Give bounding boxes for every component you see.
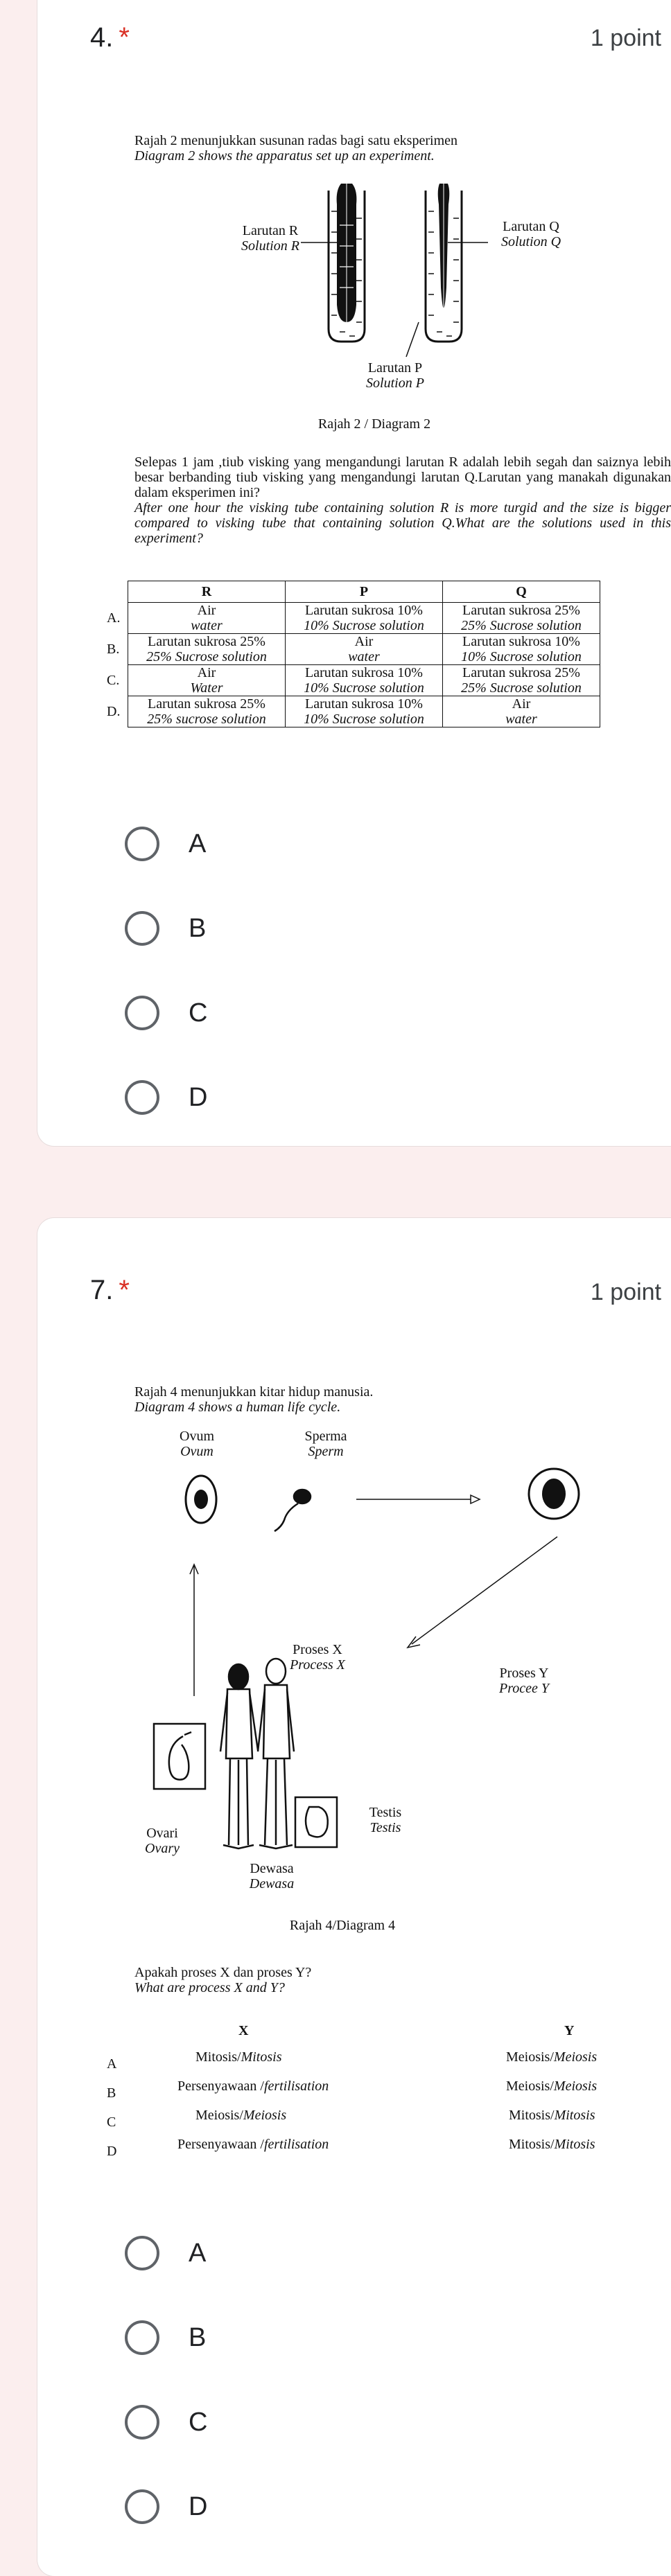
label-sperm: Sperma Sperm (304, 1429, 347, 1459)
adult-figures (154, 1659, 337, 1849)
row-x: Persenyawaan /fertilisation (177, 2137, 329, 2152)
header-y: Y (564, 2023, 575, 2038)
question-malay: Apakah proses X dan proses Y? (134, 1965, 312, 1980)
row-x: Persenyawaan /fertilisation (177, 2079, 329, 2094)
label-solution-p: Larutan P Solution P (366, 360, 424, 391)
row-letter: C (107, 2115, 116, 2130)
question-card-7 (37, 1218, 671, 2576)
label-adult: Dewasa Dewasa (249, 1861, 295, 1891)
intro-english: Diagram 2 shows the apparatus set up an experiment. (134, 148, 435, 164)
label-ovary: Ovari Ovary (145, 1826, 180, 1856)
label-solution-r: Larutan R Solution R (241, 223, 299, 254)
radio-button[interactable] (125, 2405, 159, 2440)
intro-english: Diagram 4 shows a human life cycle. (134, 1400, 341, 1415)
choice-label[interactable]: C (189, 2407, 208, 2437)
label-process-x: Proses X Process X (290, 1642, 345, 1673)
question-card-4 (37, 0, 671, 1146)
table-row: B. Larutan sukrosa 25% 25% Sucrose solution Air water Larutan sukrosa 10% 10% Sucrose solution (104, 634, 600, 665)
choice-d[interactable] (125, 1077, 207, 1118)
choice-a[interactable] (125, 2232, 206, 2274)
table-row: A. Air water Larutan sukrosa 10% 10% Sucrose solution Larutan sukrosa 25% 25% Sucrose solution (104, 603, 600, 634)
row-y: Mitosis/Mitosis (509, 2137, 595, 2152)
question-number: 7. * (90, 1275, 130, 1305)
question-text (134, 455, 671, 546)
question-english: What are process X and Y? (134, 1980, 285, 1995)
required-asterisk: * (119, 22, 130, 53)
visking-tube-right (438, 180, 450, 312)
choice-c[interactable] (125, 992, 207, 1034)
label-ovum: Ovum Ovum (180, 1429, 214, 1459)
choice-label[interactable]: C (189, 998, 208, 1027)
choice-label[interactable]: A (189, 829, 207, 858)
row-letter: D. (107, 704, 121, 719)
label-process-y: Proses Y Procee Y (498, 1666, 549, 1696)
question-points: 1 point (590, 1279, 661, 1305)
choice-label[interactable]: A (189, 2238, 207, 2268)
choice-label[interactable]: D (189, 2491, 208, 2521)
label-solution-q: Larutan Q Solution Q (500, 219, 561, 249)
choice-b[interactable] (125, 908, 206, 949)
question-text (134, 1965, 311, 1995)
choice-a[interactable] (125, 823, 206, 865)
intro-malay: Rajah 4 menunjukkan kitar hidup manusia. (134, 1384, 374, 1400)
sperm-cell (274, 1490, 311, 1531)
row-y: Meiosis/Meiosis (506, 2079, 598, 2094)
choice-d[interactable] (125, 2486, 207, 2528)
row-letter: B. (107, 642, 120, 657)
answer-table (104, 581, 600, 727)
radio-button[interactable] (125, 1080, 159, 1115)
question-points: 1 point (590, 25, 661, 51)
question-english: After one hour the visking tube containing solution R is more turgid and the size is bigger compared to visking tube that containing solution Q.What are the solutions used in this experiment? (134, 500, 671, 546)
choice-label[interactable]: B (189, 913, 207, 943)
row-letter: B (107, 2085, 116, 2101)
radio-button[interactable] (125, 2320, 159, 2355)
row-x: Meiosis/Meiosis (195, 2108, 287, 2123)
choice-label[interactable]: D (189, 1082, 208, 1112)
radio-button[interactable] (125, 996, 159, 1030)
row-y: Meiosis/Meiosis (506, 2049, 598, 2065)
table-row: C. Air Water Larutan sukrosa 10% 10% Sucrose solution Larutan sukrosa 25% 25% Sucrose solution (104, 665, 600, 696)
row-letter: D (107, 2144, 117, 2159)
header-q: Q (443, 581, 600, 603)
radio-button[interactable] (125, 827, 159, 861)
question-malay: Selepas 1 jam ,tiub visking yang mengandungi larutan R adalah lebih segah dan saiznya lebih besar berbanding tiub visking yang mengandungi larutan Q.Larutan yang manakah digunakan dalam eksperimen ini? (134, 455, 671, 500)
diagram-2-caption: Rajah 2 / Diagram 2 (317, 416, 431, 432)
table-row: D. Larutan sukrosa 25% 25% sucrose solution Larutan sukrosa 10% 10% Sucrose solution Air water (104, 696, 600, 727)
question-intro (134, 1384, 373, 1415)
row-letter: A (107, 2056, 117, 2072)
radio-button[interactable] (125, 2489, 159, 2524)
radio-button[interactable] (125, 2236, 159, 2270)
row-y: Mitosis/Mitosis (509, 2108, 595, 2123)
radio-button[interactable] (125, 911, 159, 946)
choice-b[interactable] (125, 2317, 206, 2358)
pointer-line-p (406, 322, 419, 357)
diagram-4-caption: Rajah 4/Diagram 4 (289, 1918, 396, 1933)
row-letter: A. (107, 610, 121, 626)
intro-malay: Rajah 2 menunjukkan susunan radas bagi satu eksperimen (134, 133, 458, 148)
zygote-cell (529, 1469, 579, 1519)
header-p: P (286, 581, 443, 603)
choice-c[interactable] (125, 2401, 207, 2443)
row-x: Mitosis/Mitosis (195, 2049, 282, 2065)
question-intro (134, 133, 458, 164)
choice-label[interactable]: B (189, 2322, 207, 2352)
row-letter: C. (107, 673, 120, 688)
label-testis: Testis Testis (369, 1805, 402, 1835)
required-asterisk: * (119, 1275, 130, 1305)
question-number: 4. * (90, 22, 130, 53)
header-r: R (128, 581, 286, 603)
visking-tube-left (337, 180, 357, 322)
ovum-cell (186, 1476, 216, 1523)
header-x: X (238, 2023, 249, 2038)
